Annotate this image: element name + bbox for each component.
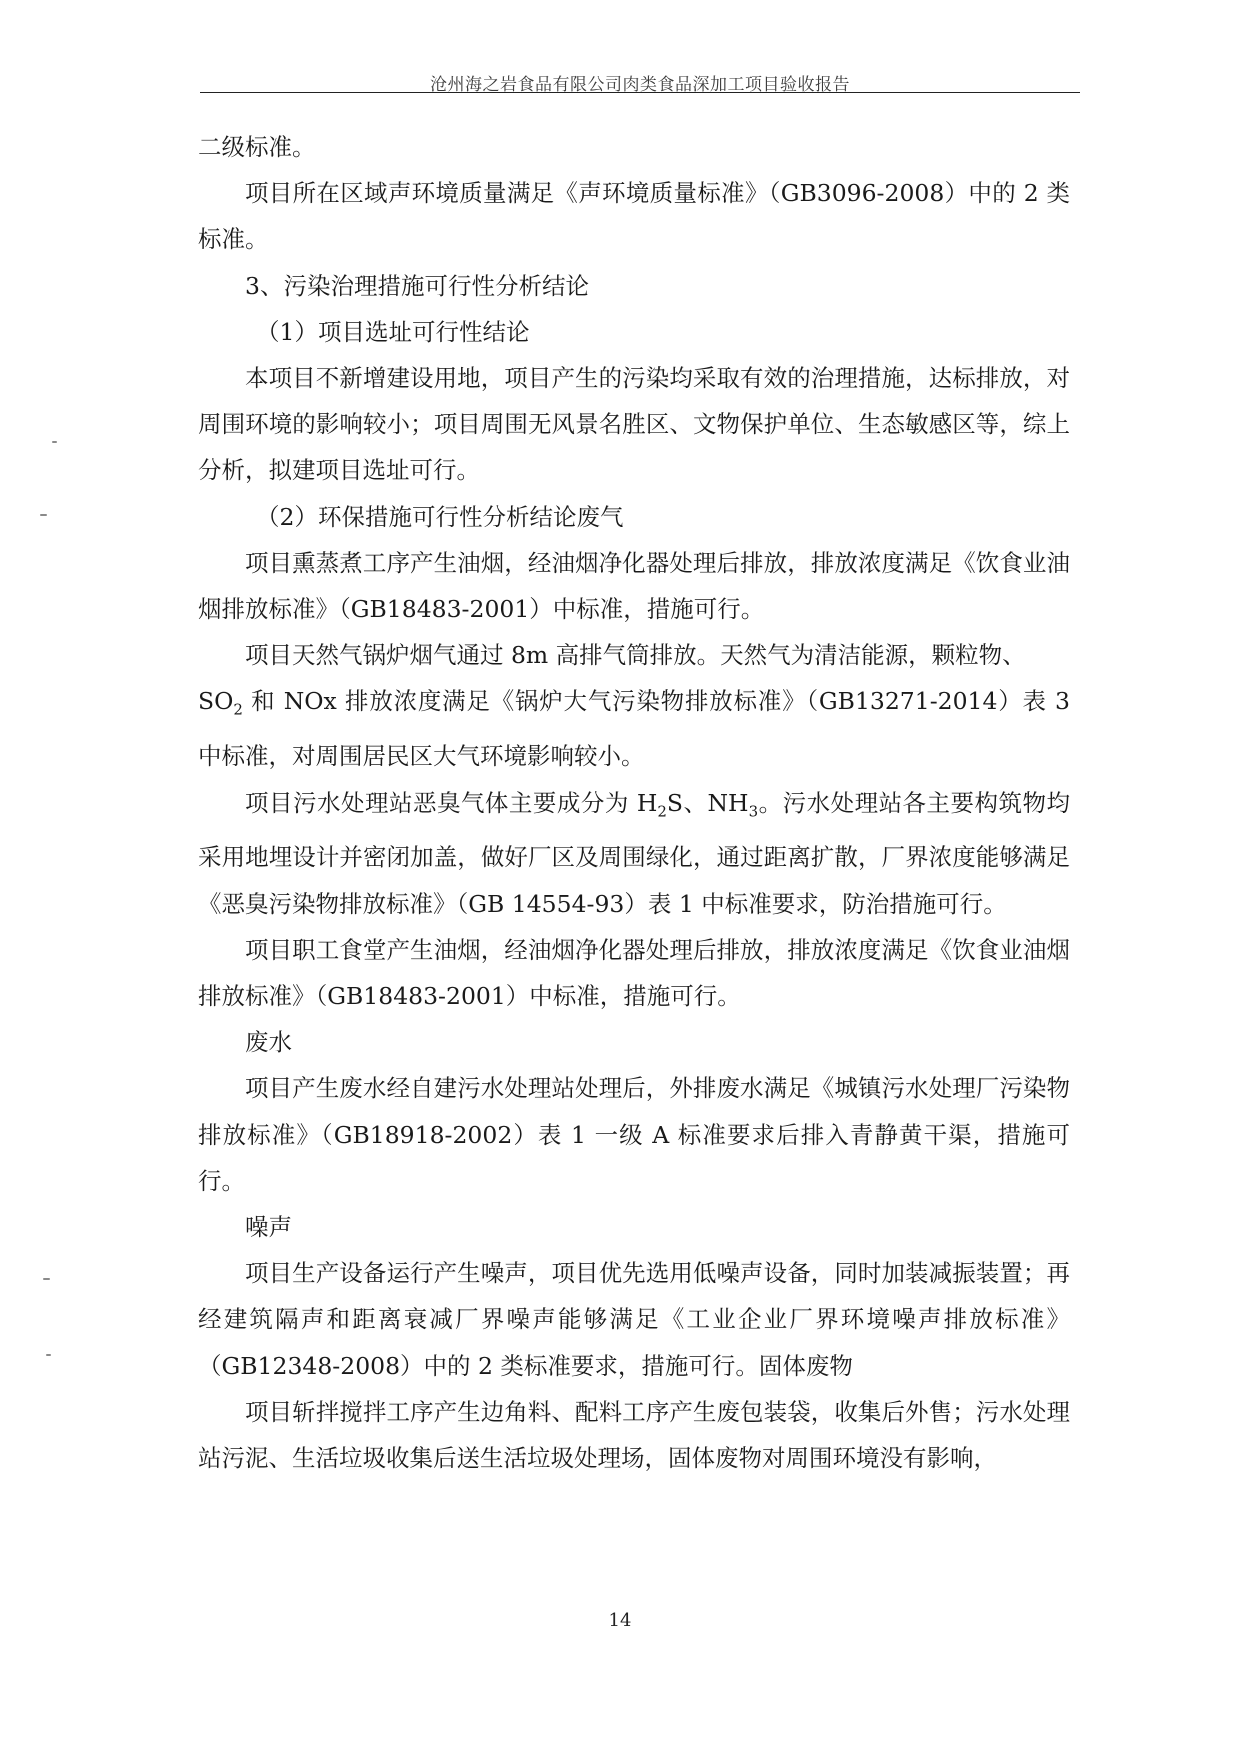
document-body — [198, 124, 1070, 1481]
so2-subscript: 2 — [233, 701, 243, 720]
paragraph-wastewater: 项目产生废水经自建污水处理站处理后，外排废水满足《城镇污水处理厂污染物排放标准》（GB18918-2002）表 1 一级 A 标准要求后排入青静黄干渠，措施可行。 — [198, 1074, 1070, 1195]
paragraph-site-selection: 本项目不新增建设用地，项目产生的污染均采取有效的治理措施，达标排放，对周围环境的影响较小；项目周围无风景名胜区、文物保护单位、生态敏感区等，综上分析，拟建项目选址可行。 — [198, 364, 1070, 485]
nh3-subscript: 3 — [748, 802, 759, 821]
boiler-gas-rest: 和 NOx 排放浓度满足《锅炉大气污染物排放标准》（GB13271-2014）表 3 中标准，对周围居民区大气环境影响较小。 — [198, 687, 1070, 771]
page-number: 14 — [608, 1610, 632, 1631]
paragraph-wastewater-odor — [198, 780, 1070, 927]
paragraph-noise: 项目生产设备运行产生噪声，项目优先选用低噪声设备，同时加装减振装置；再经建筑隔声和距离衰减厂界噪声能够满足《工业企业厂界环境噪声排放标准》（GB12348-2008）中的 2 类标准要求，措施可行。固体废物 — [198, 1259, 1070, 1380]
scan-speck — [43, 1278, 50, 1280]
h2s-subscript: 2 — [657, 802, 667, 821]
section-heading-3: 3、污染治理措施可行性分析结论 — [245, 271, 589, 300]
subsection-heading-1: （1）项目选址可行性结论 — [256, 317, 530, 346]
subsection-heading-2: （2）环保措施可行性分析结论废气 — [256, 502, 624, 531]
paragraph-acoustic-quality: 项目所在区域声环境质量满足《声环境质量标准》（GB3096-2008）中的 2 类标准。 — [198, 179, 1070, 254]
scan-speck — [46, 1354, 51, 1356]
paragraph-canteen-fumes: 项目职工食堂产生油烟，经油烟净化器处理后排放，排放浓度满足《饮食业油烟排放标准》（GB18483-2001）中标准，措施可行。 — [198, 935, 1070, 1011]
scan-speck — [52, 441, 57, 443]
paragraph-smoking-fumes: 项目熏蒸煮工序产生油烟，经油烟净化器处理后排放，排放浓度满足《饮食业油烟排放标准》（GB18483-2001）中标准，措施可行。 — [198, 548, 1070, 624]
header-rule — [200, 92, 1080, 93]
running-header-title: 沧州海之岩食品有限公司肉类食品深加工项目验收报告 — [430, 75, 850, 95]
heading-wastewater: 废水 — [245, 1028, 292, 1057]
paragraph-solid-waste: 项目斩拌搅拌工序产生边角料、配料工序产生废包装袋，收集后外售；污水处理站污泥、生活垃圾收集后送生活垃圾处理场，固体废物对周围环境没有影响， — [198, 1397, 1070, 1473]
so2-label: SO — [198, 687, 234, 716]
boiler-gas-line-1: 项目天然气锅炉烟气通过 8m 高排气筒排放。天然气为清洁能源，颗粒物、 — [245, 641, 1026, 670]
odor-text-2: S、NH — [666, 788, 749, 817]
scan-speck — [40, 514, 47, 516]
odor-text-1: 项目污水处理站恶臭气体主要成分为 H — [245, 788, 658, 817]
odor-text-3: 。污水处理站各主要构筑物均采用地埋设计并密闭加盖，做好厂区及周围绿化，通过距离扩散，厂界浓度能够满足《恶臭污染物排放标准》（GB 14554-93）表 1 中标准要求，防治措施可行。 — [198, 788, 1071, 918]
heading-noise: 噪声 — [245, 1213, 292, 1242]
paragraph-continuation: 二级标准。 — [198, 133, 316, 161]
paragraph-boiler-gas — [198, 632, 1070, 779]
